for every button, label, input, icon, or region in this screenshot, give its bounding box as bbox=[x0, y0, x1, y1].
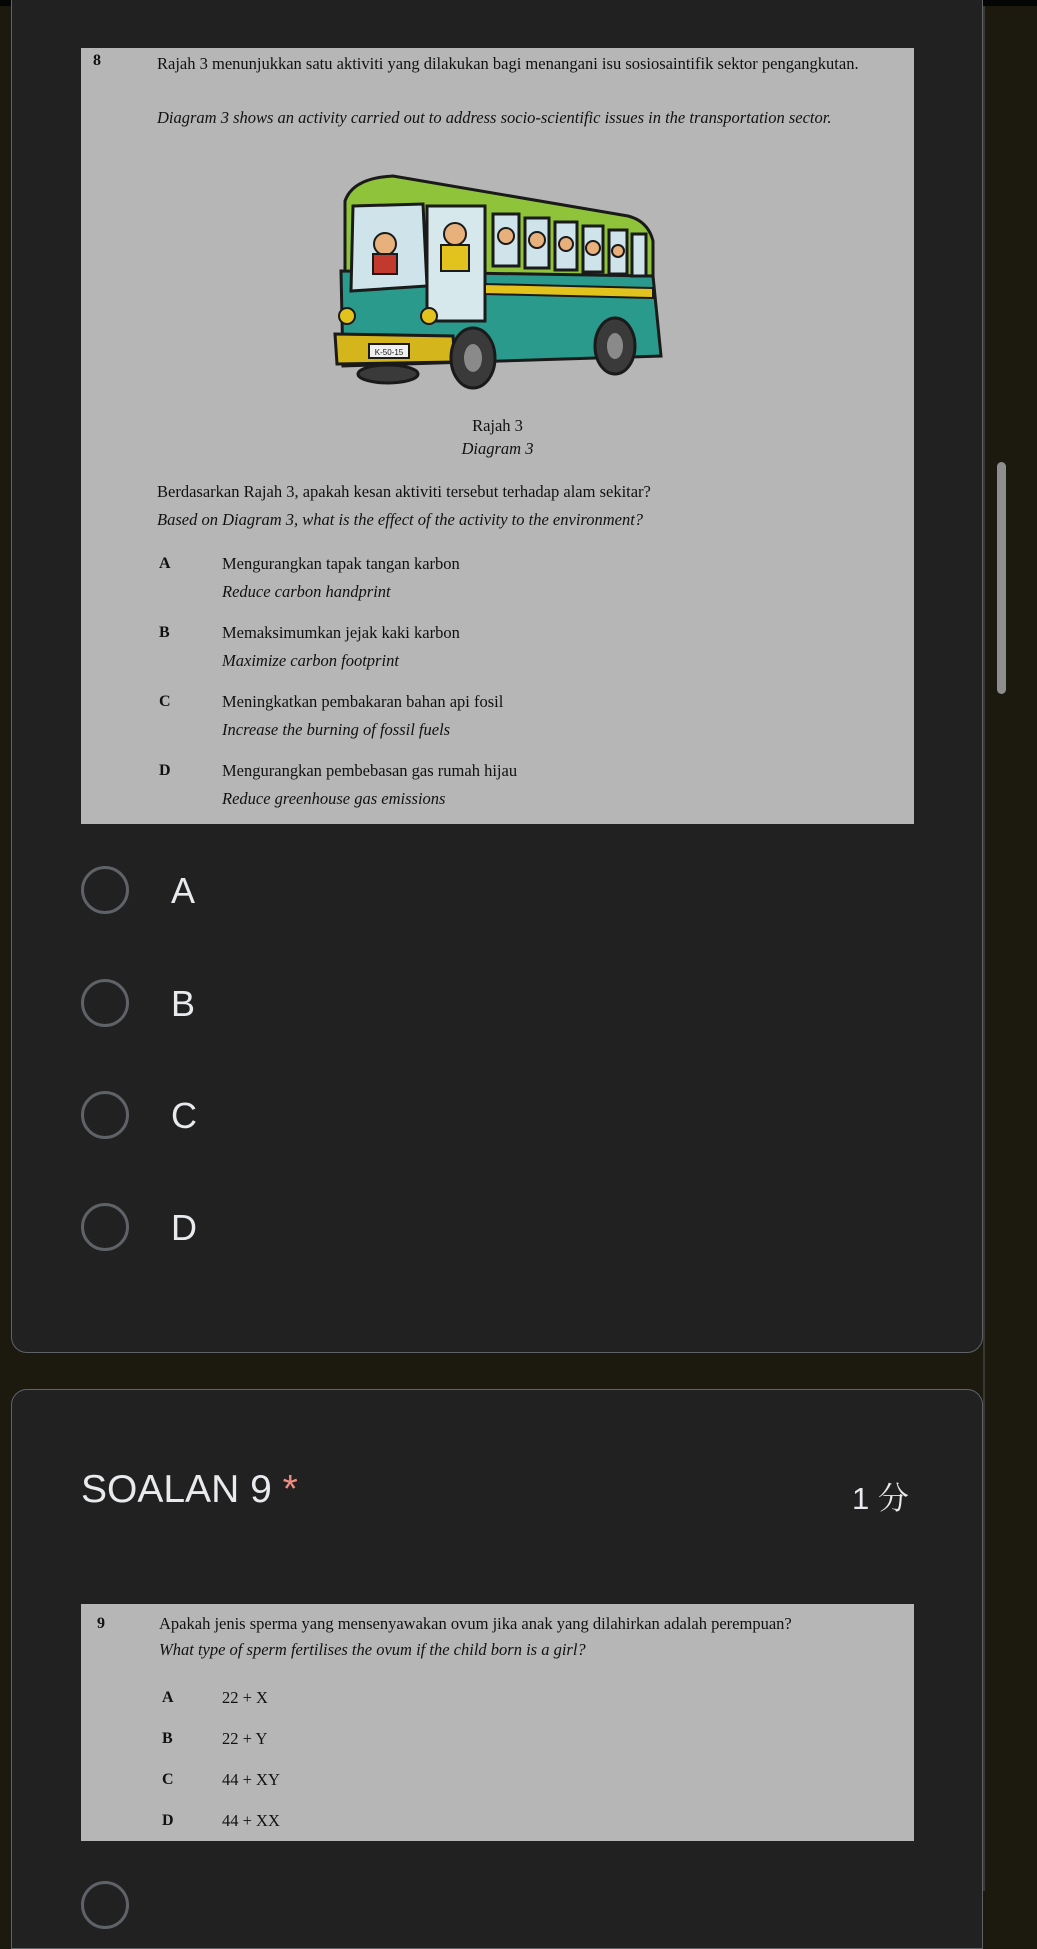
radio-circle[interactable] bbox=[81, 979, 129, 1027]
option-a-english: Reduce carbon handprint bbox=[222, 582, 391, 601]
radio-label-a: A bbox=[171, 870, 196, 911]
question-8-prompt-malay: Berdasarkan Rajah 3, apakah kesan aktiviti tersebut terhadap alam sekitar? bbox=[157, 482, 651, 501]
option-b-malay: Memaksimumkan jejak kaki karbon bbox=[222, 623, 460, 642]
q9-option-b-letter: B bbox=[162, 1730, 173, 1747]
scrollbar-thumb[interactable] bbox=[997, 462, 1006, 694]
radio-option-b[interactable] bbox=[81, 973, 681, 1033]
radio-option-c[interactable] bbox=[81, 1085, 681, 1145]
option-a-malay: Mengurangkan tapak tangan karbon bbox=[222, 554, 460, 573]
option-c-letter: C bbox=[159, 693, 171, 710]
radio-option-partial[interactable] bbox=[81, 1881, 129, 1929]
page-edge-line bbox=[983, 6, 985, 1891]
question-9-malay-text: Apakah jenis sperma yang mensenyawakan ovum jika anak yang dilahirkan adalah perempuan? bbox=[159, 1614, 792, 1633]
diagram-caption-english: Diagram 3 bbox=[461, 439, 534, 458]
q9-option-a-text: 22 + X bbox=[222, 1688, 268, 1707]
question-8-malay-text: Rajah 3 menunjukkan satu aktiviti yang dilakukan bagi menangani isu sosiosaintifik sektor pengangkutan. bbox=[157, 54, 859, 73]
question-8-number: 8 bbox=[93, 52, 101, 69]
points-label: 1 分 bbox=[852, 1481, 909, 1516]
question-8-english-text: Diagram 3 shows an activity carried out to address socio-scientific issues in the transportation sector. bbox=[157, 108, 832, 127]
q9-option-d-text: 44 + XX bbox=[222, 1811, 280, 1830]
option-c-malay: Meningkatkan pembakaran bahan api fosil bbox=[222, 692, 504, 711]
option-d-letter: D bbox=[159, 762, 171, 779]
q9-option-d-letter: D bbox=[162, 1812, 174, 1829]
option-d-english: Reduce greenhouse gas emissions bbox=[222, 789, 446, 808]
q9-option-c-letter: C bbox=[162, 1771, 174, 1788]
q9-option-b-text: 22 + Y bbox=[222, 1729, 268, 1748]
option-b-english: Maximize carbon footprint bbox=[222, 651, 399, 670]
q9-option-c-text: 44 + XY bbox=[222, 1770, 280, 1789]
diagram-caption-malay: Rajah 3 bbox=[472, 416, 523, 435]
radio-circle[interactable] bbox=[81, 1091, 129, 1139]
radio-label-c: C bbox=[171, 1095, 197, 1136]
q9-option-a-letter: A bbox=[162, 1689, 174, 1706]
question-9-title-text: SOALAN 9 bbox=[81, 1468, 272, 1511]
option-b-letter: B bbox=[159, 624, 170, 641]
question-9-number: 9 bbox=[97, 1615, 105, 1632]
question-8-image bbox=[81, 48, 914, 824]
question-8-prompt-english: Based on Diagram 3, what is the effect of the activity to the environment? bbox=[157, 510, 644, 529]
option-a-letter: A bbox=[159, 555, 171, 572]
option-c-english: Increase the burning of fossil fuels bbox=[222, 720, 451, 739]
radio-option-d[interactable] bbox=[81, 1197, 681, 1257]
bus-plate-text: K-50-15 bbox=[374, 348, 404, 357]
radio-circle[interactable] bbox=[81, 866, 129, 914]
radio-label-b: B bbox=[171, 983, 196, 1024]
question-9-title bbox=[81, 1468, 298, 1512]
question-9-english-text: What type of sperm fertilises the ovum if the child born is a girl? bbox=[159, 1640, 586, 1659]
question-9-image bbox=[81, 1604, 914, 1841]
radio-circle[interactable] bbox=[81, 1203, 129, 1251]
bus-illustration bbox=[323, 166, 668, 391]
required-asterisk: * bbox=[282, 1468, 298, 1511]
radio-label-d: D bbox=[171, 1207, 197, 1248]
radio-option-a[interactable] bbox=[81, 860, 681, 920]
option-d-malay: Mengurangkan pembebasan gas rumah hijau bbox=[222, 761, 518, 780]
